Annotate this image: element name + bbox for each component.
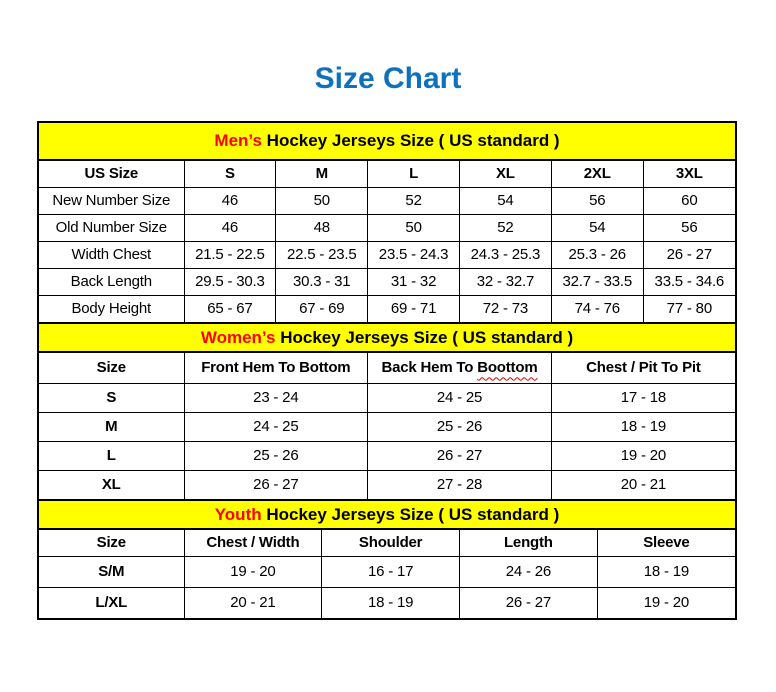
table-row bbox=[39, 383, 735, 412]
page-title: Size Chart bbox=[314, 62, 462, 95]
table-cell: 48 bbox=[276, 214, 368, 241]
mens-size-table bbox=[39, 123, 735, 322]
row-label: New Number Size bbox=[39, 187, 184, 214]
table-cell: 25 - 26 bbox=[368, 412, 552, 441]
table-cell: 20 - 21 bbox=[551, 470, 735, 499]
table-cell: 18 - 19 bbox=[322, 587, 460, 618]
table-cell: 24 - 25 bbox=[184, 412, 368, 441]
table-cell: 74 - 76 bbox=[551, 295, 643, 322]
table-cell: 54 bbox=[551, 214, 643, 241]
table-cell: 19 - 20 bbox=[597, 587, 735, 618]
row-label: S/M bbox=[39, 556, 184, 587]
table-cell: 25 - 26 bbox=[184, 441, 368, 470]
table-cell: 65 - 67 bbox=[184, 295, 276, 322]
row-label: XL bbox=[39, 470, 184, 499]
table-cell: 50 bbox=[276, 187, 368, 214]
table-cell: 56 bbox=[551, 187, 643, 214]
column-header: Shoulder bbox=[322, 529, 460, 556]
column-header: M bbox=[276, 160, 368, 187]
youth-header-row bbox=[39, 529, 735, 556]
womens-title-rest: Hockey Jerseys Size ( US standard ) bbox=[275, 327, 574, 347]
mens-label: Men’s bbox=[214, 131, 262, 150]
row-label: S bbox=[39, 383, 184, 412]
table-cell: 29.5 - 30.3 bbox=[184, 268, 276, 295]
table-cell: 46 bbox=[184, 214, 276, 241]
table-cell: 32.7 - 33.5 bbox=[551, 268, 643, 295]
table-cell: 24 - 26 bbox=[460, 556, 598, 587]
womens-section-band bbox=[39, 323, 735, 352]
column-header: 2XL bbox=[551, 160, 643, 187]
table-row bbox=[39, 187, 735, 214]
table-cell: 72 - 73 bbox=[459, 295, 551, 322]
table-row bbox=[39, 268, 735, 295]
table-cell: 30.3 - 31 bbox=[276, 268, 368, 295]
table-row bbox=[39, 214, 735, 241]
table-cell: 27 - 28 bbox=[368, 470, 552, 499]
row-label: Width Chest bbox=[39, 241, 184, 268]
table-row bbox=[39, 241, 735, 268]
mens-section-title bbox=[39, 123, 735, 160]
table-cell: 24 - 25 bbox=[368, 383, 552, 412]
youth-section-band bbox=[39, 500, 735, 529]
table-cell: 33.5 - 34.6 bbox=[643, 268, 735, 295]
womens-section-title bbox=[39, 323, 735, 352]
table-cell: 67 - 69 bbox=[276, 295, 368, 322]
womens-header-row bbox=[39, 352, 735, 383]
column-header: Chest / Width bbox=[184, 529, 322, 556]
column-header: S bbox=[184, 160, 276, 187]
table-cell: 46 bbox=[184, 187, 276, 214]
column-header: Length bbox=[460, 529, 598, 556]
table-cell: 26 - 27 bbox=[184, 470, 368, 499]
row-label: M bbox=[39, 412, 184, 441]
table-cell: 21.5 - 22.5 bbox=[184, 241, 276, 268]
mens-title-rest: Hockey Jerseys Size ( US standard ) bbox=[261, 131, 560, 150]
table-row bbox=[39, 295, 735, 322]
table-cell: 32 - 32.7 bbox=[459, 268, 551, 295]
table-cell: 19 - 20 bbox=[184, 556, 322, 587]
table-cell: 19 - 20 bbox=[551, 441, 735, 470]
column-header: Back Hem To Boottom bbox=[368, 352, 552, 383]
table-row bbox=[39, 412, 735, 441]
column-header: L bbox=[368, 160, 460, 187]
table-cell: 23.5 - 24.3 bbox=[368, 241, 460, 268]
column-header: Front Hem To Bottom bbox=[184, 352, 368, 383]
row-label: L/XL bbox=[39, 587, 184, 618]
size-chart-container bbox=[37, 121, 737, 620]
table-cell: 20 - 21 bbox=[184, 587, 322, 618]
column-header: 3XL bbox=[643, 160, 735, 187]
table-cell: 18 - 19 bbox=[551, 412, 735, 441]
table-cell: 60 bbox=[643, 187, 735, 214]
mens-section-band bbox=[39, 123, 735, 160]
table-cell: 22.5 - 23.5 bbox=[276, 241, 368, 268]
row-label: Back Length bbox=[39, 268, 184, 295]
row-label: Body Height bbox=[39, 295, 184, 322]
column-header: XL bbox=[459, 160, 551, 187]
table-cell: 18 - 19 bbox=[597, 556, 735, 587]
table-row bbox=[39, 587, 735, 618]
mens-header-row bbox=[39, 160, 735, 187]
table-cell: 26 - 27 bbox=[643, 241, 735, 268]
table-cell: 25.3 - 26 bbox=[551, 241, 643, 268]
table-cell: 17 - 18 bbox=[551, 383, 735, 412]
table-cell: 16 - 17 bbox=[322, 556, 460, 587]
column-header: US Size bbox=[39, 160, 184, 187]
table-row bbox=[39, 556, 735, 587]
youth-title-rest: Hockey Jerseys Size ( US standard ) bbox=[261, 504, 560, 524]
youth-section-title bbox=[39, 500, 735, 529]
column-header: Sleeve bbox=[597, 529, 735, 556]
table-row bbox=[39, 470, 735, 499]
table-cell: 52 bbox=[368, 187, 460, 214]
column-header: Chest / Pit To Pit bbox=[551, 352, 735, 383]
youth-label: Youth bbox=[214, 504, 262, 524]
row-label: L bbox=[39, 441, 184, 470]
table-cell: 56 bbox=[643, 214, 735, 241]
womens-label: Women’s bbox=[200, 327, 276, 347]
table-cell: 23 - 24 bbox=[184, 383, 368, 412]
row-label: Old Number Size bbox=[39, 214, 184, 241]
column-header: Size bbox=[39, 529, 184, 556]
table-cell: 26 - 27 bbox=[460, 587, 598, 618]
womens-size-table bbox=[39, 322, 735, 499]
column-header: Size bbox=[39, 352, 184, 383]
table-cell: 50 bbox=[368, 214, 460, 241]
table-cell: 54 bbox=[459, 187, 551, 214]
table-cell: 77 - 80 bbox=[643, 295, 735, 322]
table-cell: 26 - 27 bbox=[368, 441, 552, 470]
table-row bbox=[39, 441, 735, 470]
table-cell: 69 - 71 bbox=[368, 295, 460, 322]
misspelled-word: Boottom bbox=[477, 359, 538, 377]
table-cell: 52 bbox=[459, 214, 551, 241]
youth-size-table bbox=[39, 499, 735, 618]
table-cell: 31 - 32 bbox=[368, 268, 460, 295]
table-cell: 24.3 - 25.3 bbox=[459, 241, 551, 268]
